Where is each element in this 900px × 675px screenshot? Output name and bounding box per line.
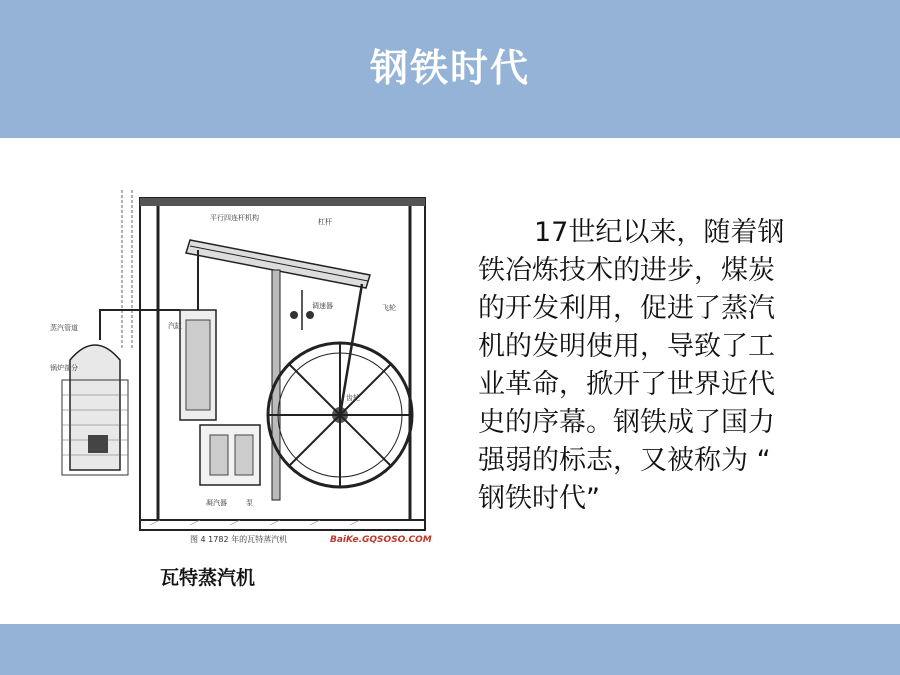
label-lever: 杠杆 (318, 218, 332, 226)
paragraph-line: 铁冶炼技术的进步，煤炭 (478, 255, 775, 286)
label-flywheel: 飞轮 (382, 304, 396, 312)
label-boiler: 锅炉部分 (50, 364, 78, 372)
figure-strip-label: 图 4 1782 年的瓦特蒸汽机 (190, 535, 288, 544)
steam-engine-drawing (40, 180, 440, 550)
paragraph-line: 钢铁时代” (478, 483, 600, 514)
label-parallel-linkage: 平行四连杆机构 (210, 214, 259, 222)
slide-title: 钢铁时代 (369, 45, 530, 90)
label-gear: 齿轮 (346, 394, 360, 402)
figure-credit: BaiKe.GQSOSO.COM (330, 535, 432, 545)
label-governor: 调速器 (312, 302, 333, 310)
label-steam-pipe: 蒸汽管道 (50, 324, 78, 332)
header-band (0, 0, 900, 138)
label-cylinder: 汽缸 (168, 322, 182, 330)
paragraph-line: 的开发利用，促进了蒸汽 (478, 293, 775, 324)
paragraph-line: 17世纪以来，随着钢 (534, 217, 785, 248)
footer-band (0, 624, 900, 675)
steam-engine-illustration (40, 180, 440, 550)
paragraph-line: 史的序幕。钢铁成了国力 (478, 407, 775, 438)
paragraph-line: 机的发明使用，导致了工 (478, 331, 775, 362)
paragraph-line: 强弱的标志，又被称为 “ (478, 445, 771, 476)
figure-caption: 瓦特蒸汽机 (160, 567, 256, 589)
body-paragraph (478, 214, 830, 518)
label-pump: 泵 (246, 499, 253, 507)
label-condenser: 凝汽器 (206, 499, 227, 507)
paragraph-line: 业革命，掀开了世界近代 (478, 369, 775, 400)
